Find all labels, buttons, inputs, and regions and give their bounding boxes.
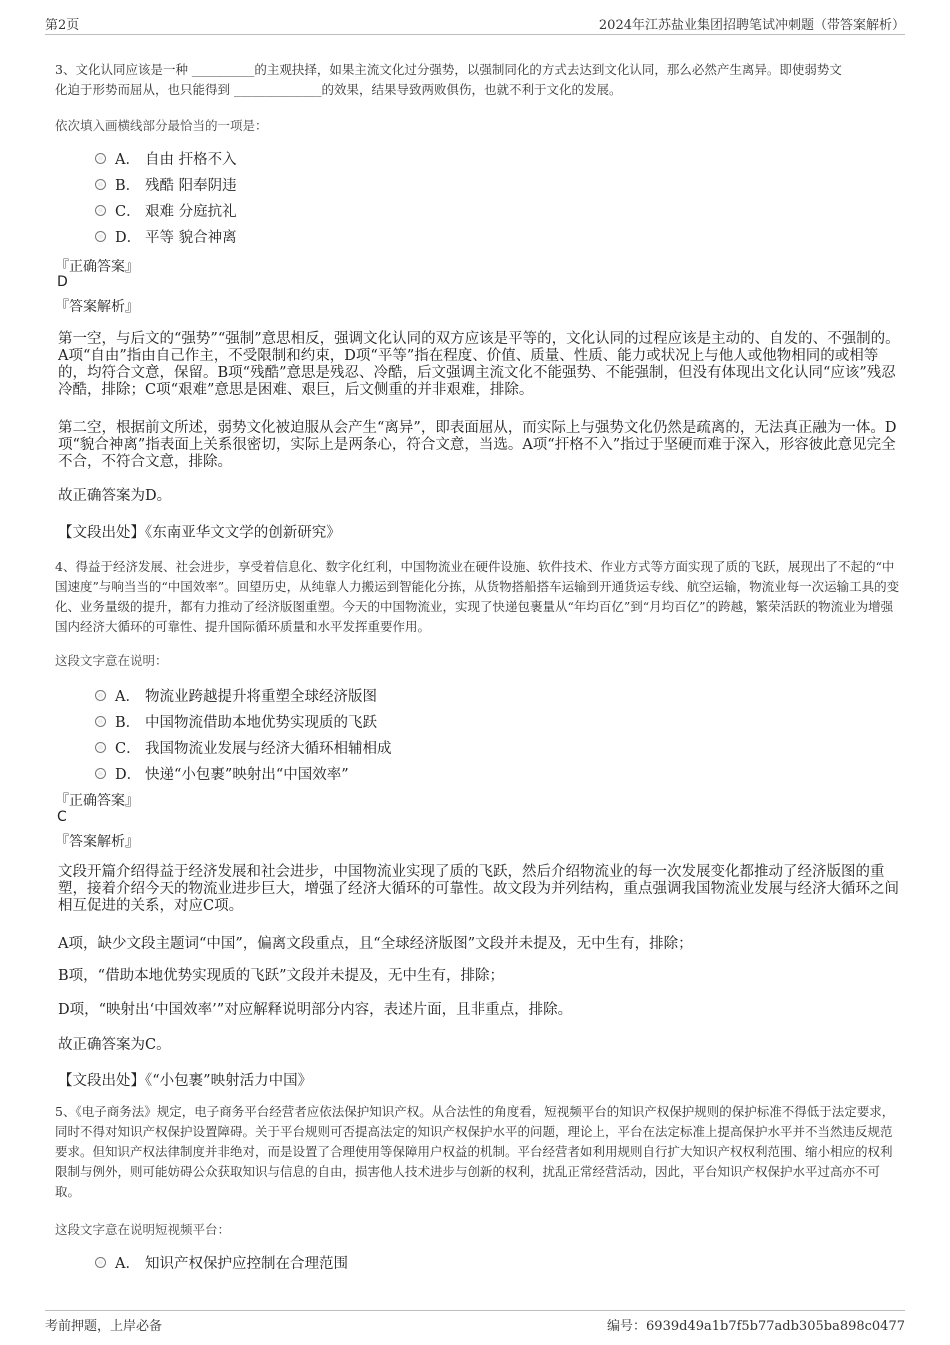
correct-answer: D <box>57 274 68 290</box>
radio-icon[interactable] <box>95 1257 106 1268</box>
passage-source: 【文段出处】《“小包裹”映射活力中国》 <box>58 1073 313 1089</box>
option-a[interactable]: A． 自由 扞格不入 <box>95 145 237 171</box>
document-title: 2024年江苏盐业集团招聘笔试冲刺题（带答案解析） <box>598 18 905 33</box>
correct-answer-label: 『正确答案』 <box>55 793 139 809</box>
question-3-options <box>95 145 237 249</box>
analysis-label: 『答案解析』 <box>55 299 139 315</box>
correct-answer-label: 『正确答案』 <box>55 259 139 275</box>
analysis-paragraph: 文段开篇介绍得益于经济发展和社会进步，中国物流业实现了质的飞跃，然后介绍物流业的每一次发展变化都推动了经济版图的重塑，接着介绍今天的物流业进步巨大，增强了经济大循环的可靠性。故文段为并列结构，重点强调我国物流业发展与经济大循环之间相互促进的关系，对应C项。 <box>58 864 899 914</box>
analysis-option-b: B项，“借助本地优势实现质的飞跃”文段并未提及，无中生有，排除； <box>58 968 504 984</box>
option-b[interactable]: B． 中国物流借助本地优势实现质的飞跃 <box>95 708 392 734</box>
option-a[interactable]: A． 物流业跨越提升将重塑全球经济版图 <box>95 682 392 708</box>
radio-icon[interactable] <box>95 231 106 242</box>
radio-icon[interactable] <box>95 179 106 190</box>
radio-icon[interactable] <box>95 716 106 727</box>
question-3-stem-line1: 3、文化认同应该是一种 __________的主观抉择，如果主流文化过分强势，以强制同化的方式去达到文化认同，那么必然产生离异。即使弱势文 <box>55 62 842 77</box>
radio-icon[interactable] <box>95 742 106 753</box>
analysis-paragraph: 第一空，与后文的“强势”“强制”意思相反，强调文化认同的双方应该是平等的，文化认同的过程应该是主动的、自发的、不强制的。A项“自由”指由自己作主，不受限制和约束，D项“平等”指在程度、价值、质量、性质、能力或状况上与他人或他物相同的或相等的，均符合文意，保留。B项“残酷”意思是残忍、冷酷，后文强调主流文化不能强势、不能强制，但没有体现出文化认同“应该”残忍冷酷，排除；C项“艰难”意思是困难、艰巨，后文侧重的并非艰难，排除。 <box>58 331 900 398</box>
analysis-label: 『答案解析』 <box>55 834 139 850</box>
radio-icon[interactable] <box>95 205 106 216</box>
question-3-stem <box>55 60 900 100</box>
option-b[interactable]: B． 残酷 阳奉阴违 <box>95 171 237 197</box>
analysis-conclusion: 故正确答案为C。 <box>58 1037 171 1053</box>
option-a[interactable]: A． 知识产权保护应控制在合理范围 <box>95 1249 348 1275</box>
passage-source: 【文段出处】《东南亚华文文学的创新研究》 <box>58 525 341 541</box>
option-d[interactable]: D． 平等 貌合神离 <box>95 223 237 249</box>
document-id: 编号：6939d49a1b7f5b77adb305ba898c0477 <box>607 1319 905 1334</box>
option-c[interactable]: C． 我国物流业发展与经济大循环相辅相成 <box>95 734 392 760</box>
analysis-option-a: A项，缺少文段主题词“中国”，偏离文段重点，且“全球经济版图”文段并未提及，无中生有，排除； <box>58 936 693 952</box>
option-d[interactable]: D． 快递“小包裹”映射出“中国效率” <box>95 760 392 786</box>
footer-slogan: 考前押题，上岸必备 <box>45 1319 163 1334</box>
page-footer <box>45 1310 905 1333</box>
radio-icon[interactable] <box>95 690 106 701</box>
analysis-paragraph: 第二空，根据前文所述，弱势文化被迫服从会产生“离异”，即表面屈从，而实际上与强势文化仍然是疏离的，无法真正融为一体。D项“貌合神离”指表面上关系很密切，实际上是两条心，符合文意，当选。A项“扞格不入”指过于坚硬而难于深入，形容彼此意见完全不合，不符合文意，排除。 <box>58 420 897 470</box>
question-5-stem: 5、《电子商务法》规定，电子商务平台经营者应依法保护知识产权。从合法性的角度看，短视频平台的知识产权保护规则的保护标准不得低于法定要求，同时不得对知识产权保护设置障碍。关于平台规则可否提高法定的知识产权保护水平的问题，理论上，平台在法定标准上提高保护水平并不当然违反规范要求。但知识产权法律制度并非绝对，而是设置了合理使用等保障用户权益的机制。平台经营者如利用规则自行扩大知识产权权利范围、缩小相应的权利限制与例外，则可能妨碍公众获取知识与信息的自由，损害他人技术进步与创新的权利，扰乱正常经营活动，因此，平台知识产权保护水平过高亦不可取。 <box>55 1104 895 1199</box>
question-4-stem: 4、得益于经济发展、社会进步，享受着信息化、数字化红利，中国物流业在硬件设施、软件技术、作业方式等方面实现了质的飞跃，展现出了不起的“中国速度”与响当当的“中国效率”。回望历史，从纯靠人力搬运到智能化分拣，从货物搭船搭车运输到开通货运专线、航空运输，物流业每一次运输工具的变化、业务量级的提升，都有力推动了经济版图重塑。今天的中国物流业，实现了快递包裹量从“年均百亿”到“月均百亿”的跨越，繁荣活跃的物流业为增强国内经济大循环的可靠性、提升国际循环质量和水平发挥重要作用。 <box>55 559 900 634</box>
radio-icon[interactable] <box>95 153 106 164</box>
question-5-prompt: 这段文字意在说明短视频平台： <box>55 1222 231 1237</box>
question-5-options <box>95 1249 348 1275</box>
page-number: 第2页 <box>45 18 80 33</box>
analysis-option-d: D项，“映射出‘中国效率’”对应解释说明部分内容，表述片面，且非重点，排除。 <box>58 1002 573 1018</box>
question-4-prompt: 这段文字意在说明： <box>55 653 168 668</box>
question-3-prompt: 依次填入画横线部分最恰当的一项是： <box>55 118 268 133</box>
page-header <box>45 12 905 35</box>
analysis-conclusion: 故正确答案为D。 <box>58 488 172 504</box>
correct-answer: C <box>57 809 67 825</box>
question-4-options <box>95 682 392 786</box>
radio-icon[interactable] <box>95 768 106 779</box>
option-c[interactable]: C． 艰难 分庭抗礼 <box>95 197 237 223</box>
question-3-stem-line2: 化迫于形势而屈从，也只能得到 ______________的效果，结果导致两败俱伤，也就不利于文化的发展。 <box>55 82 622 97</box>
